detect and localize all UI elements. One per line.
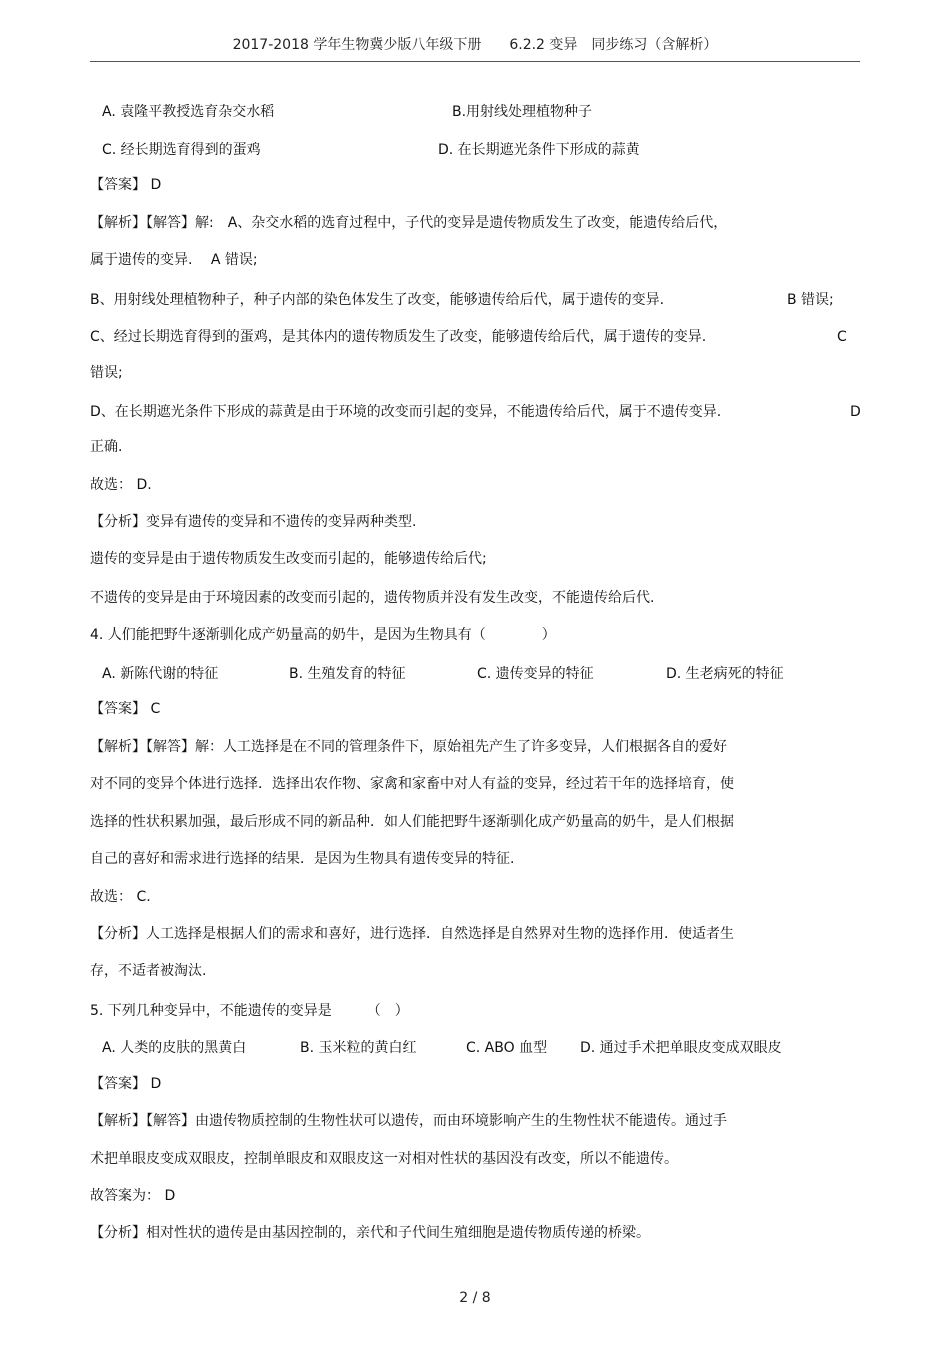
q3-analysis-line: D、在长期遮光条件下形成的蒜黄是由于环境的改变而引起的变异，不能遗传给后代，属于不遗传变异. bbox=[90, 404, 722, 420]
q4-analysis-line: 选择的性状积累加强，最后形成不同的新品种．如人们能把野牛逐渐驯化成产奶量高的奶牛，是人们根据 bbox=[90, 814, 734, 830]
q5-fenxi-line: 【分析】相对性状的遗传是由基因控制的，亲代和子代间生殖细胞是遗传物质传递的桥梁。 bbox=[90, 1225, 650, 1241]
q5-choice: 故答案为： D bbox=[90, 1188, 176, 1204]
q4-fenxi-line: 存，不适者被淘汰. bbox=[90, 963, 207, 979]
q4-option-d: D. 生老病死的特征 bbox=[666, 666, 784, 682]
q3-analysis-line: B、用射线处理植物种子，种子内部的染色体发生了改变，能够遗传给后代，属于遗传的变异. bbox=[90, 292, 665, 308]
q3-answer: 【答案】 D bbox=[90, 177, 162, 193]
q4-fenxi-line: 【分析】人工选择是根据人们的需求和喜好，进行选择．自然选择是自然界对生物的选择作用．使适者生 bbox=[90, 926, 734, 942]
q3-analysis-line: 属于遗传的变异. A 错误; bbox=[90, 252, 258, 268]
q3-option-c: C. 经长期选育得到的蛋鸡 bbox=[102, 142, 261, 158]
q4-choice: 故选： C. bbox=[90, 889, 151, 905]
q5-stem: 5. 下列几种变异中，不能遗传的变异是 （ ） bbox=[90, 1003, 409, 1019]
q3-option-d: D. 在长期遮光条件下形成的蒜黄 bbox=[438, 142, 640, 158]
q3-fenxi-line: 不遗传的变异是由于环境因素的改变而引起的，遗传物质并没有发生改变，不能遗传给后代. bbox=[90, 590, 655, 606]
q5-option-c: C. ABO 血型 bbox=[466, 1040, 548, 1056]
q5-option-d: D. 通过手术把单眼皮变成双眼皮 bbox=[580, 1040, 782, 1056]
header-rule bbox=[90, 61, 860, 62]
q5-analysis-line: 【解析】【解答】由遗传物质控制的生物性状可以遗传，而由环境影响产生的生物性状不能遗传。通过手 bbox=[90, 1113, 727, 1129]
q4-analysis-line: 自己的喜好和需求进行选择的结果．是因为生物具有遗传变异的特征. bbox=[90, 851, 515, 867]
q4-stem: 4. 人们能把野牛逐渐驯化成产奶量高的奶牛，是因为生物具有（ ） bbox=[90, 627, 556, 643]
q5-option-b: B. 玉米粒的黄白红 bbox=[300, 1040, 417, 1056]
q4-option-a: A. 新陈代谢的特征 bbox=[102, 666, 219, 682]
q5-option-a: A. 人类的皮肤的黑黄白 bbox=[102, 1040, 247, 1056]
q4-answer: 【答案】 C bbox=[90, 701, 161, 717]
q3-analysis-line: 【解析】【解答】解: A、杂交水稻的选育过程中，子代的变异是遗传物质发生了改变，能遗传给后代， bbox=[90, 215, 728, 231]
q3-analysis-line: C、经过长期选育得到的蛋鸡，是其体内的遗传物质发生了改变，能够遗传给后代，属于遗传的变异. bbox=[90, 329, 707, 345]
q3-analysis-line: D bbox=[850, 404, 861, 420]
q4-option-c: C. 遗传变异的特征 bbox=[477, 666, 594, 682]
page-number: 2 / 8 bbox=[459, 1290, 491, 1306]
q4-analysis-line: 【解析】【解答】解：人工选择是在不同的管理条件下，原始祖先产生了许多变异，人们根据各自的爱好 bbox=[90, 739, 727, 755]
q3-choice: 故选： D. bbox=[90, 477, 152, 493]
q3-analysis-line: C bbox=[837, 329, 847, 345]
q4-option-b: B. 生殖发育的特征 bbox=[289, 666, 406, 682]
q5-answer: 【答案】 D bbox=[90, 1076, 162, 1092]
page-header: 2017-2018 学年生物冀少版八年级下册 6.2.2 变异 同步练习（含解析） bbox=[232, 37, 718, 53]
q3-option-b: B.用射线处理植物种子 bbox=[452, 104, 593, 120]
q3-analysis-line: 错误; bbox=[90, 365, 123, 381]
q3-fenxi-line: 【分析】变异有遗传的变异和不遗传的变异两种类型. bbox=[90, 514, 417, 530]
q3-option-a: A. 袁隆平教授选育杂交水稻 bbox=[102, 104, 275, 120]
q5-analysis-line: 术把单眼皮变成双眼皮，控制单眼皮和双眼皮这一对相对性状的基因没有改变，所以不能遗传。 bbox=[90, 1151, 678, 1167]
q3-analysis-line: B 错误; bbox=[787, 292, 834, 308]
q3-fenxi-line: 遗传的变异是由于遗传物质发生改变而引起的，能够遗传给后代; bbox=[90, 551, 487, 567]
q3-analysis-line: 正确. bbox=[90, 439, 123, 455]
q4-analysis-line: 对不同的变异个体进行选择．选择出农作物、家禽和家畜中对人有益的变异，经过若干年的选择培育，使 bbox=[90, 776, 734, 792]
